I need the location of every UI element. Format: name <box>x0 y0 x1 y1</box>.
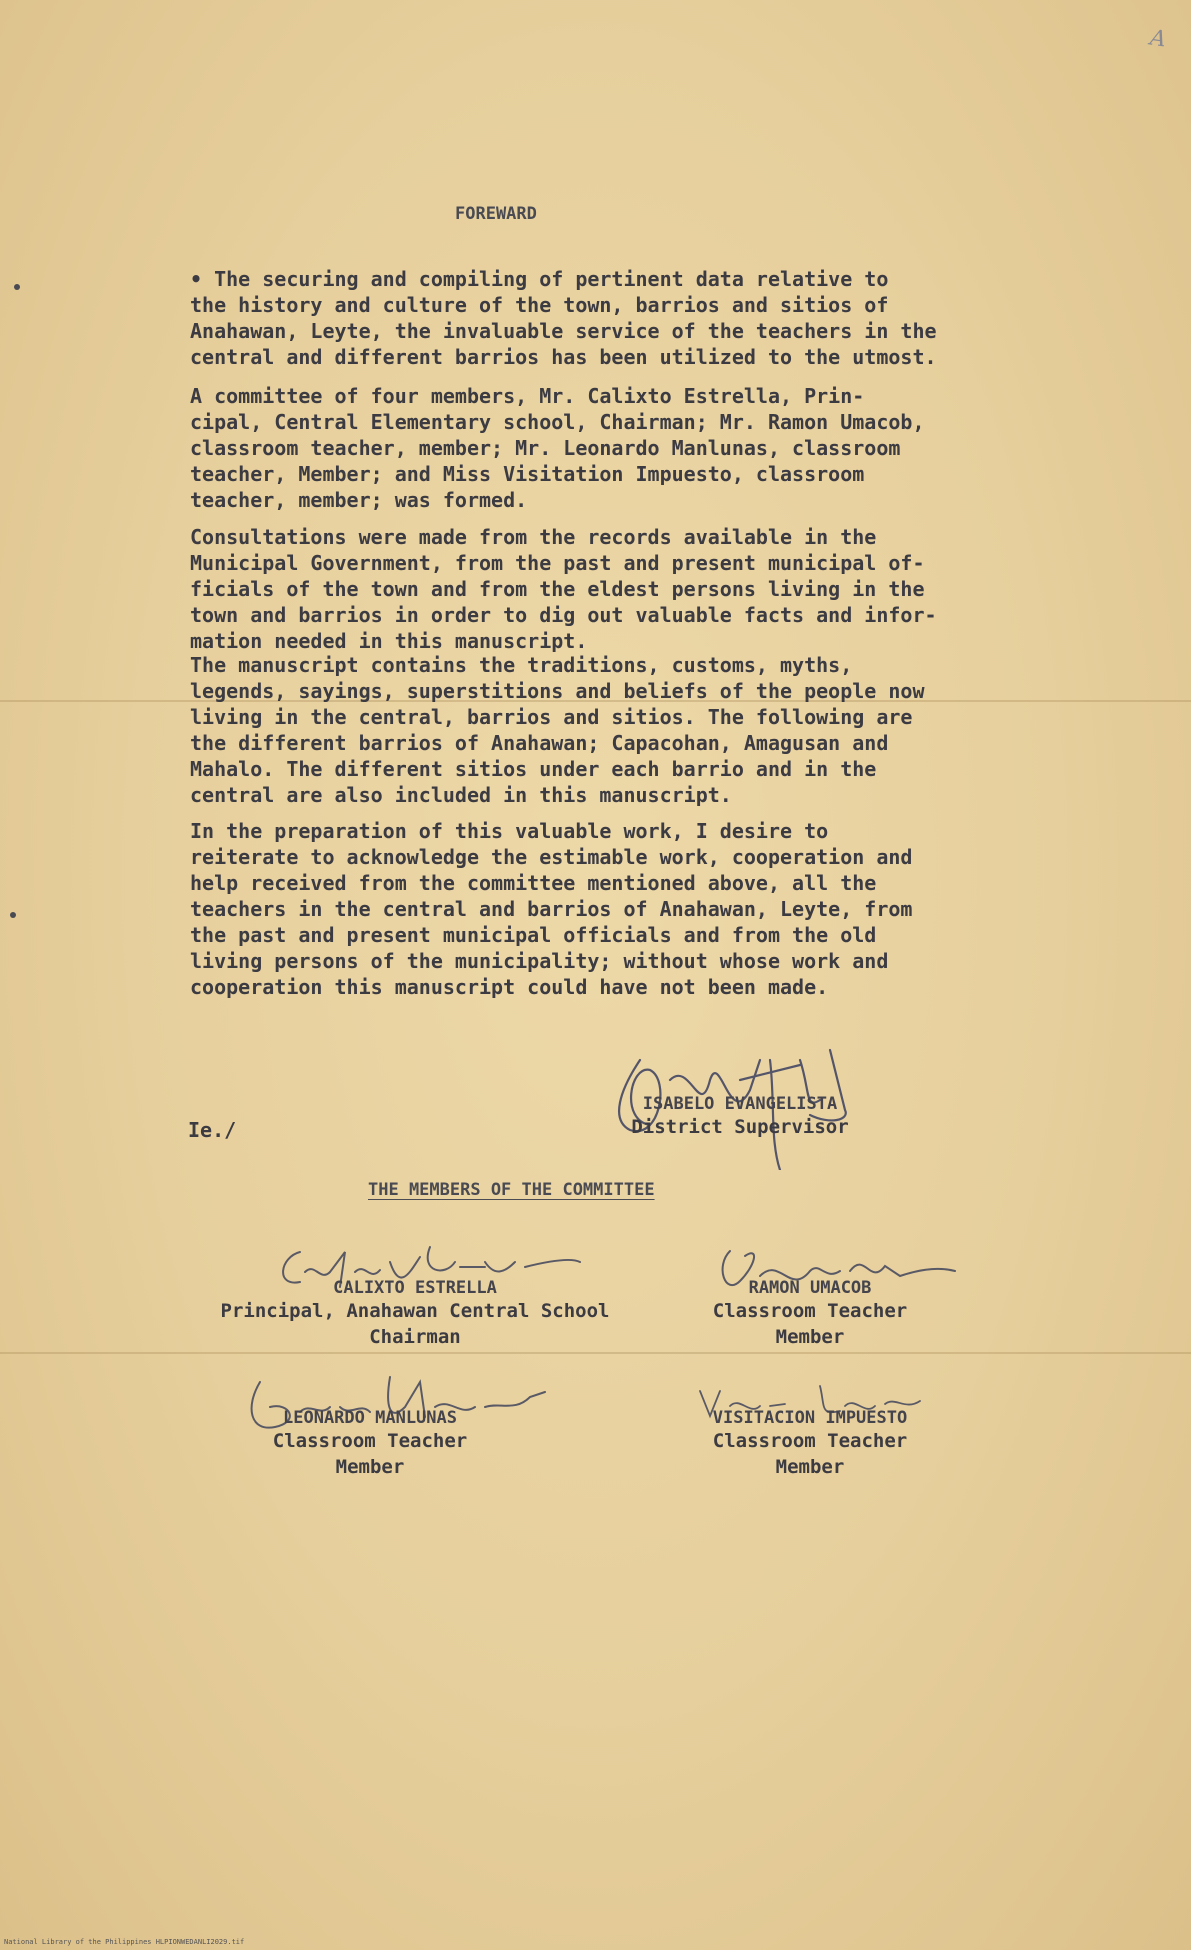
member-role: Principal, Anahawan Central School <box>220 1300 610 1322</box>
paragraph: In the preparation of this valuable work, I desire to reiterate to acknowledge the estimable work, cooperation and help received from the committee mentioned above, all the teachers in the central and barrios of Anahawan, Leyte, from the past and present municipal officials and from the old living persons of the municipality; without whose work and cooperation this manuscript could have not been made. <box>190 819 913 999</box>
archive-footer: National Library of the Philippines HLPIONWEDANLI2029.tif <box>4 1938 245 1946</box>
committee-heading: THE MEMBERS OF THE COMMITTEE <box>368 1180 655 1200</box>
member-block <box>680 1278 940 1350</box>
margin-mark <box>14 284 20 290</box>
supervisor-name: ISABELO EVANGELISTA <box>642 1094 838 1114</box>
paragraph: A committee of four members, Mr. Calixto Estrella, Prin- cipal, Central Elementary school, Chairman; Mr. Ramon Umacob, classroom teacher, member; Mr. Leonardo Manlunas, classroom teacher, Member; and Miss Visitation Impuesto, classroom teacher, member; was formed. <box>190 384 925 512</box>
member-position: Member <box>775 1456 845 1478</box>
member-name: RAMON UMACOB <box>748 1278 872 1298</box>
member-position: Member <box>335 1456 405 1478</box>
paragraph: The manuscript contains the traditions, customs, myths, legends, sayings, superstitions and beliefs of the people now living in the central, barrios and sitios. The following are the different barrios of Anahawan; Capacohan, Amagusan and Mahalo. The different sitios under each barrio and in the central are also included in this manuscript. <box>190 653 925 807</box>
supervisor-block <box>600 1094 880 1140</box>
supervisor-title: District Supervisor <box>631 1116 849 1138</box>
member-name: VISITACION IMPUESTO <box>712 1408 908 1428</box>
typist-initials: Ie./ <box>188 1118 237 1142</box>
page-title: FOREWARD <box>455 204 537 224</box>
member-block <box>670 1408 950 1480</box>
member-role: Classroom Teacher <box>712 1300 908 1322</box>
member-role: Classroom Teacher <box>712 1430 908 1452</box>
page-number-mark: A <box>1148 25 1168 53</box>
margin-mark <box>10 912 16 918</box>
paragraph: Consultations were made from the records available in the Municipal Government, from the past and present municipal of- ficials of the town and from the eldest persons living in the town and barrios in order to dig out valuable facts and infor- mation needed in this manuscript. <box>190 525 937 653</box>
member-role: Classroom Teacher <box>272 1430 468 1452</box>
member-position: Chairman <box>369 1326 461 1348</box>
member-name: CALIXTO ESTRELLA <box>333 1278 497 1298</box>
member-block <box>190 1278 640 1350</box>
member-name: LEONARDO MANLUNAS <box>283 1408 457 1428</box>
member-position: Member <box>775 1326 845 1348</box>
fold-line <box>0 1352 1191 1354</box>
member-block <box>215 1408 525 1480</box>
paragraph: • The securing and compiling of pertinent data relative to the history and culture of the town, barrios and sitios of Anahawan, Leyte, the invaluable service of the teachers in the central and different barrios has been utilized to the utmost. <box>190 267 937 369</box>
